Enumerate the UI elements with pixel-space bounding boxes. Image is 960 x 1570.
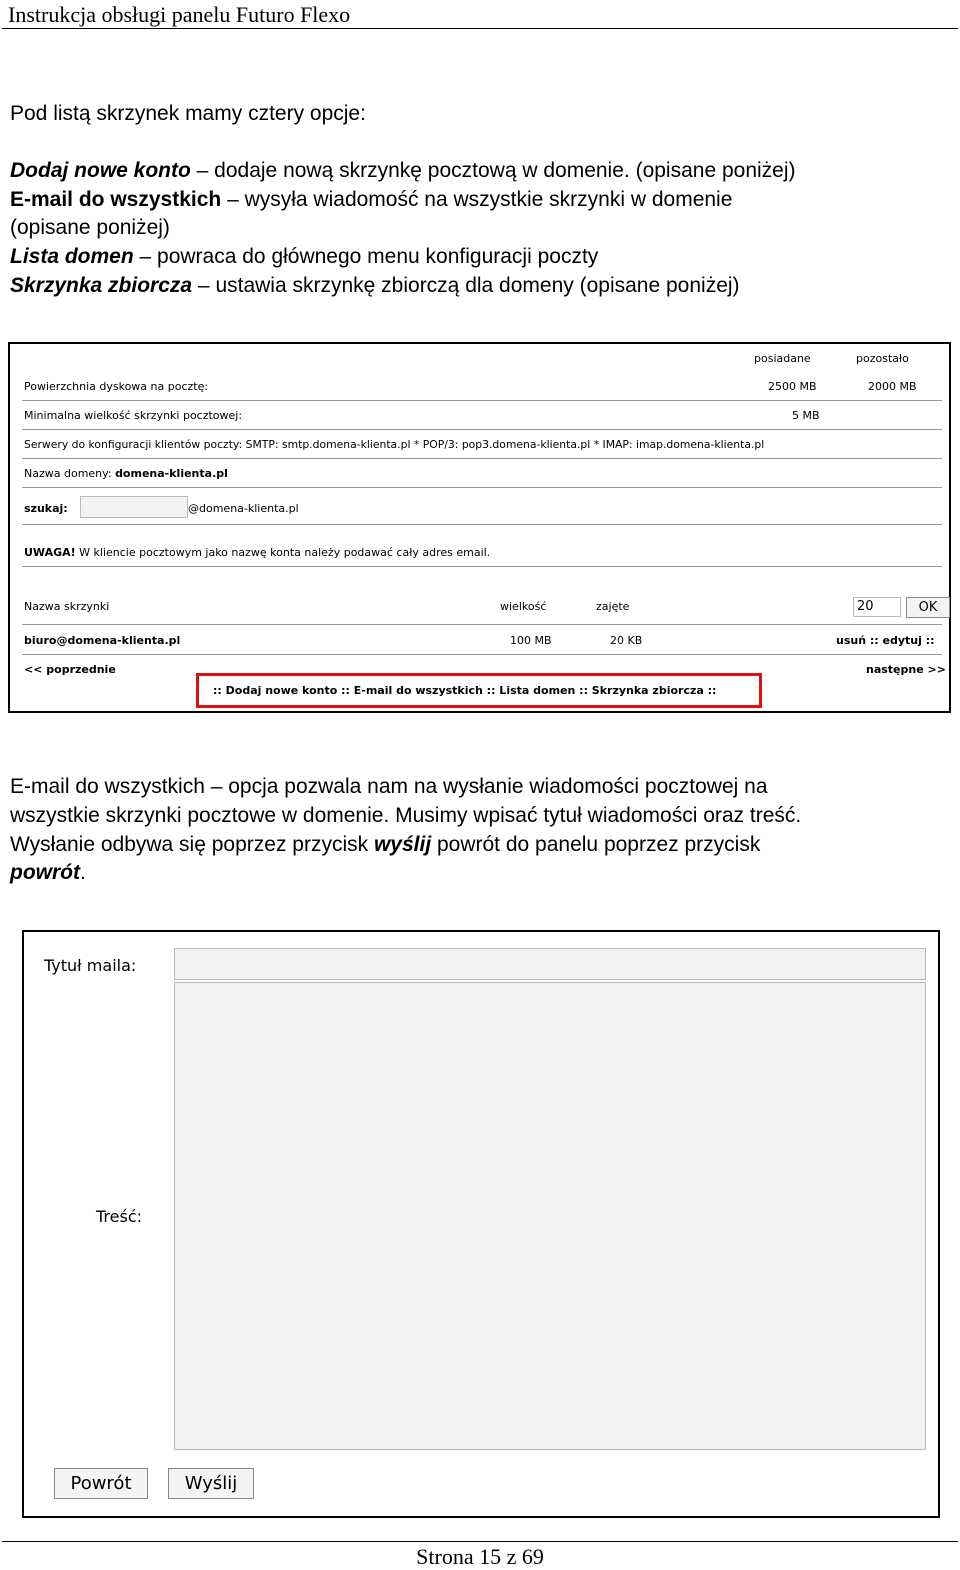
search-input[interactable] bbox=[80, 496, 188, 518]
intro-text: Pod listą skrzynek mamy cztery opcje: bbox=[10, 102, 366, 125]
footer-rule bbox=[2, 1541, 958, 1542]
divider bbox=[22, 624, 942, 625]
col-owned-header: posiadane bbox=[754, 352, 811, 365]
email-all-form-screenshot bbox=[22, 930, 940, 1518]
warning-body: W kliencie pocztowym jako nazwę konta należy podawać cały adres email. bbox=[75, 546, 491, 559]
warning-label: UWAGA! bbox=[24, 546, 76, 559]
option-desc: – ustawia skrzynkę zbiorczą dla domeny (opisane poniżej) bbox=[192, 274, 740, 297]
th-used: zajęte bbox=[596, 600, 630, 613]
para-line bbox=[10, 859, 86, 888]
back-button[interactable]: Powrót bbox=[54, 1468, 148, 1499]
send-button[interactable]: Wyślij bbox=[168, 1468, 254, 1499]
domain-value: domena-klienta.pl bbox=[115, 467, 228, 480]
body-label: Treść: bbox=[96, 1207, 143, 1226]
option-line bbox=[10, 272, 740, 301]
min-size-value: 5 MB bbox=[792, 409, 820, 422]
prev-link[interactable]: << poprzednie bbox=[24, 663, 116, 676]
para-text: . bbox=[79, 861, 86, 884]
option-line bbox=[10, 243, 598, 272]
divider bbox=[22, 458, 942, 459]
disk-owned: 2500 MB bbox=[768, 380, 817, 393]
option-term: Lista domen bbox=[10, 245, 134, 268]
document-title: Instrukcja obsługi panelu Futuro Flexo bbox=[8, 2, 351, 27]
option-line bbox=[10, 214, 170, 243]
back-keyword: powrót bbox=[10, 861, 80, 884]
th-size: wielkość bbox=[500, 600, 547, 613]
ok-button[interactable]: OK bbox=[906, 597, 950, 618]
title-input[interactable] bbox=[174, 948, 926, 980]
para-line bbox=[10, 831, 760, 860]
mailbox-size: 100 MB bbox=[510, 634, 552, 647]
min-size-label: Minimalna wielkość skrzynki pocztowej: bbox=[24, 409, 243, 422]
send-keyword: wyślij bbox=[373, 833, 432, 856]
th-mailbox-name: Nazwa skrzynki bbox=[24, 600, 110, 613]
next-link[interactable]: następne >> bbox=[866, 663, 946, 676]
option-desc: – dodaje nową skrzynkę pocztową w domenie. (opisane poniżej) bbox=[190, 159, 796, 182]
option-term: Skrzynka zbiorcza bbox=[10, 274, 193, 297]
header-rule bbox=[2, 28, 958, 29]
warning-text bbox=[24, 546, 490, 559]
option-desc: – powraca do głównego menu konfiguracji poczty bbox=[133, 245, 599, 268]
search-domain-suffix: @domena-klienta.pl bbox=[188, 502, 299, 515]
divider bbox=[22, 524, 942, 525]
domain-row bbox=[24, 467, 228, 480]
option-line bbox=[10, 157, 796, 186]
body-textarea[interactable] bbox=[174, 982, 926, 1450]
disk-label: Powierzchnia dyskowa na pocztę: bbox=[24, 380, 209, 393]
page-header bbox=[0, 0, 960, 28]
divider bbox=[22, 429, 942, 430]
per-page-input[interactable]: 20 bbox=[853, 597, 901, 617]
col-left-header: pozostało bbox=[856, 352, 909, 365]
mailbox-actions[interactable]: usuń :: edytuj :: bbox=[836, 634, 935, 647]
disk-left: 2000 MB bbox=[868, 380, 917, 393]
search-label: szukaj: bbox=[24, 502, 68, 515]
servers-info: Serwery do konfiguracji klientów poczty: SMTP: smtp.domena-klienta.pl * POP/3: pop3.domena-klienta.pl * IMAP: imap.domena-klienta.pl bbox=[24, 438, 765, 451]
divider bbox=[22, 654, 942, 655]
mail-panel-screenshot bbox=[8, 342, 951, 713]
para-line: wszystkie skrzynki pocztowe w domenie. Musimy wpisać tytuł wiadomości oraz treść. bbox=[10, 804, 802, 827]
divider bbox=[22, 487, 942, 488]
option-desc: (opisane poniżej) bbox=[10, 216, 170, 239]
page-number: Strona 15 z 69 bbox=[416, 1544, 544, 1569]
para-line: E-mail do wszystkich – opcja pozwala nam na wysłanie wiadomości pocztowej na bbox=[10, 775, 768, 798]
para-text: Wysłanie odbywa się poprzez przycisk bbox=[10, 833, 374, 856]
para-text: powrót do panelu poprzez przycisk bbox=[431, 833, 761, 856]
options-menu[interactable]: :: Dodaj nowe konto :: E-mail do wszystkich :: Lista domen :: Skrzynka zbiorcza :: bbox=[213, 684, 717, 697]
option-line bbox=[10, 186, 732, 215]
option-term: Dodaj nowe konto bbox=[10, 159, 191, 182]
divider bbox=[22, 400, 942, 401]
option-desc: – wysyła wiadomość na wszystkie skrzynki w domenie bbox=[221, 188, 733, 211]
domain-label: Nazwa domeny: bbox=[24, 467, 112, 480]
option-term: E-mail do wszystkich bbox=[10, 188, 222, 211]
title-label: Tytuł maila: bbox=[44, 956, 137, 975]
mailbox-used: 20 KB bbox=[610, 634, 643, 647]
mailbox-email[interactable]: biuro@domena-klienta.pl bbox=[24, 634, 181, 647]
divider bbox=[22, 566, 942, 567]
